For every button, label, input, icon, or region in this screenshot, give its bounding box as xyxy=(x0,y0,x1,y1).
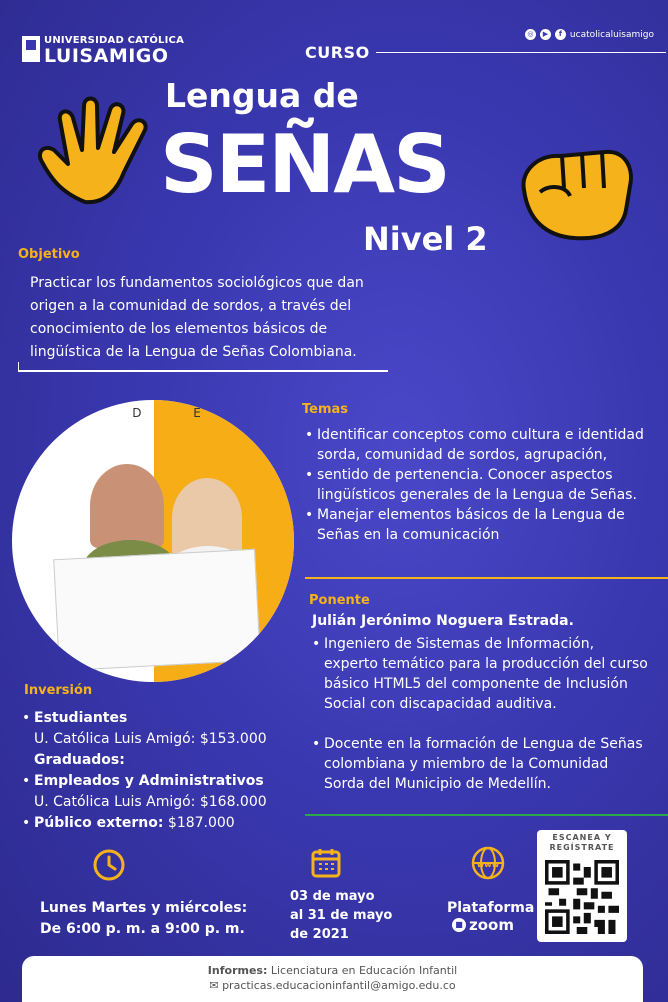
curso-label: CURSO xyxy=(305,43,370,62)
sign-alphabet-chart xyxy=(53,549,261,671)
dates-line2: al 31 de mayo xyxy=(290,908,393,923)
objetivo-label: Objetivo xyxy=(18,247,80,262)
temas-label: Temas xyxy=(302,402,349,417)
dates-line3: de 2021 xyxy=(290,927,349,942)
platform-label: Plataforma xyxy=(447,900,535,916)
qr-label: ESCANEA Y REGÍSTRATE xyxy=(549,833,615,852)
youtube-icon[interactable]: ▶ xyxy=(540,29,551,40)
ponente-label: Ponente xyxy=(309,593,370,608)
objetivo-text: Practicar los fundamentos sociológicos que dan origen a la comunidad de sordos, a través del conocimiento de los elementos básicos de lingüística de la Lengua de Señas Colombiana. xyxy=(30,275,364,360)
inversion-label: Inversión xyxy=(24,683,93,698)
ponente-name: Julián Jerónimo Noguera Estrada. xyxy=(312,613,574,629)
ponente-list xyxy=(312,634,652,794)
instagram-icon[interactable]: ◎ xyxy=(525,29,536,40)
inversion-list xyxy=(22,708,302,834)
students-photo xyxy=(12,400,294,682)
footer-informes xyxy=(22,956,643,977)
temas-item: • Identificar conceptos como cultura e identidad sorda, comunidad de sordos, agrupación, xyxy=(305,425,655,465)
university-logo-mark xyxy=(22,36,40,62)
inv-estudiantes xyxy=(22,708,302,729)
dates-block xyxy=(290,887,392,944)
temas-item: • sentido de pertenencia. Conocer aspectos lingüísticos generales de la Lengua de Señas. xyxy=(305,465,655,505)
clock-icon xyxy=(92,848,126,882)
temas-item: • Manejar elementos básicos de la Lengua de Señas en la comunicación xyxy=(305,505,655,545)
zoom-text: zoom xyxy=(469,916,514,934)
zoom-logo xyxy=(452,916,514,934)
ponente-item: • Ingeniero de Sistemas de Información, experto temático para la producción del curso básico HTML5 del componente de Inclusión Social con discapacidad auditiva. xyxy=(312,634,652,714)
email-icon: ✉ xyxy=(209,979,219,992)
title-level: Nivel 2 xyxy=(363,220,488,258)
social-bar xyxy=(525,29,654,40)
ponente-item: • Docente en la formación de Lengua de Señas colombiana y miembro de la Comunidad Sorda del Municipio de Medellín. xyxy=(312,734,652,794)
temas-list xyxy=(305,425,655,545)
inv-empleados-label: Empleados y Administrativos xyxy=(34,773,264,789)
male-student xyxy=(90,464,164,548)
dates-line1: 03 de mayo xyxy=(290,889,375,904)
svg-text:www: www xyxy=(476,860,500,869)
footer-email[interactable]: practicas.educacioninfantil@amigo.edu.co xyxy=(222,979,456,992)
inv-publico-label: Público externo: xyxy=(34,815,164,831)
social-handle[interactable]: ucatolicaluisamigo xyxy=(569,29,654,40)
qr-box[interactable] xyxy=(537,830,627,942)
logo-top-text: UNIVERSIDAD CATÓLICA xyxy=(44,35,185,46)
title-line1: Lengua de xyxy=(165,76,359,115)
schedule-days: Lunes Martes y miércoles: xyxy=(40,900,248,916)
calendar-icon xyxy=(310,847,342,879)
qr-code-icon[interactable] xyxy=(545,860,619,934)
zoom-icon: ■ xyxy=(452,918,466,932)
footer-informes-label: Informes: xyxy=(207,964,268,977)
inv-empleados xyxy=(22,771,302,792)
inv-publico-price: $187.000 xyxy=(167,815,235,831)
title-line2: SEÑAS xyxy=(160,118,449,211)
fist-icon xyxy=(510,140,640,245)
inv-graduados-label: Graduados: xyxy=(34,752,125,768)
logo-main-text: LUISAMIGO xyxy=(44,45,169,67)
objetivo-divider xyxy=(18,370,388,372)
inv-estudiantes-label: Estudiantes xyxy=(34,710,128,726)
footer-email-row xyxy=(22,979,643,992)
curso-divider xyxy=(376,52,666,53)
inv-estudiantes-price: U. Católica Luis Amigó: $153.000 xyxy=(34,731,267,747)
temas-divider xyxy=(305,577,668,579)
ponente-divider xyxy=(305,814,668,816)
globe-icon xyxy=(470,845,506,881)
footer-informes-text: Licenciatura en Educación Infantil xyxy=(270,964,458,977)
inv-publico xyxy=(22,813,302,834)
inv-empleados-price: U. Católica Luis Amigó: $168.000 xyxy=(34,794,267,810)
open-hand-icon xyxy=(30,92,170,212)
footer xyxy=(22,956,643,1002)
schedule-hours: De 6:00 p. m. a 9:00 p. m. xyxy=(40,921,245,937)
facebook-icon[interactable]: f xyxy=(555,29,566,40)
photo-letters: C D E F xyxy=(72,406,284,420)
